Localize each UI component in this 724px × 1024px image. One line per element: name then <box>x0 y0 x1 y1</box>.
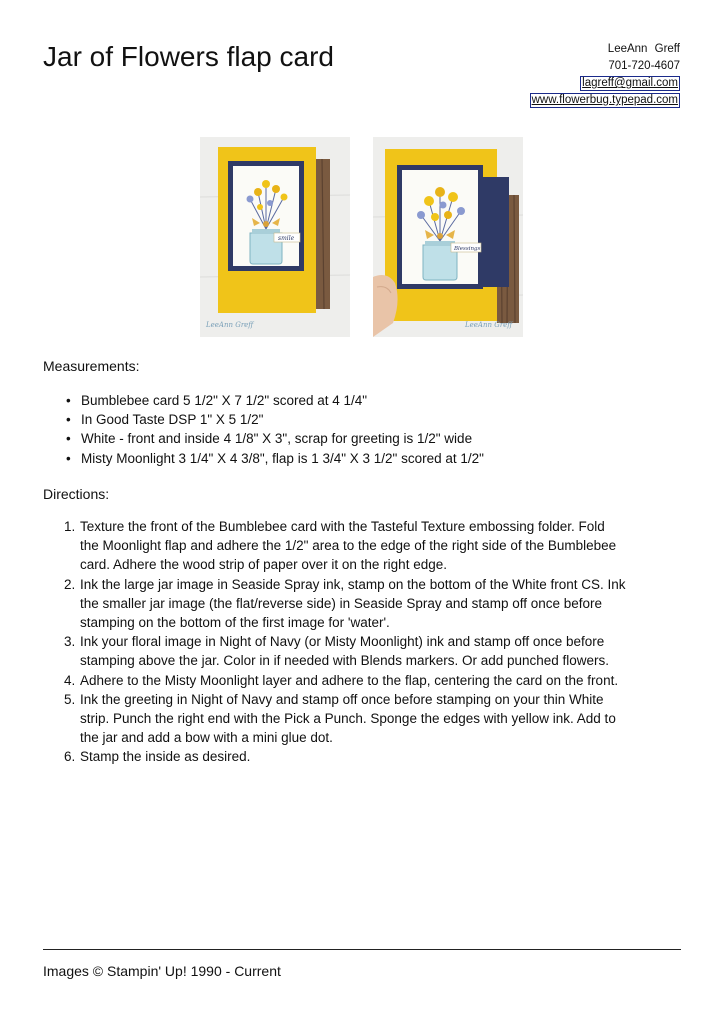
step-line: strip. Punch the right end with the Pick a Punch. Sponge the edges with yellow ink. Add to <box>80 711 616 727</box>
card-photo-left <box>200 137 350 337</box>
left-greeting-text: smile <box>278 235 295 242</box>
author-phone: 701-720-4607 <box>608 60 680 72</box>
list-item <box>64 690 684 748</box>
step-number: 2. <box>64 576 76 592</box>
list-item: • Bumblebee card 5 1/2" X 7 1/2" scored at 4 1/4" <box>66 391 484 410</box>
measurements-heading: Measurements: <box>43 358 140 374</box>
right-greeting-text: Blessings <box>454 246 481 252</box>
step-number: 6. <box>64 749 76 765</box>
list-item: • Misty Moonlight 3 1/4" X 4 3/8", flap is 1 3/4" X 3 1/2" scored at 1/2" <box>66 449 484 468</box>
right-watermark: LeeAnn Greff <box>465 321 513 329</box>
list-item <box>64 575 684 633</box>
email-link[interactable]: lagreff@gmail.com <box>582 77 678 89</box>
step-line: Texture the front of the Bumblebee card with the Tasteful Texture embossing folder. Fold <box>80 519 605 534</box>
step-line: Adhere to the Misty Moonlight layer and adhere to the flap, centering the card on the front. <box>80 672 619 688</box>
card-photo-right <box>373 137 523 337</box>
left-watermark: LeeAnn Greff <box>206 321 254 329</box>
directions-list <box>64 517 684 767</box>
step-line: stamping on the bottom of the first image for 'water'. <box>80 615 390 631</box>
footer-rule <box>43 949 681 950</box>
list-item <box>64 517 684 575</box>
step-line: Ink the greeting in Night of Navy and stamp off once before stamping on your thin White <box>80 691 604 707</box>
step-number: 5. <box>64 691 76 707</box>
list-item <box>64 671 684 690</box>
step-line: Stamp the inside as desired. <box>80 749 251 765</box>
step-line: the Moonlight flap and adhere the 1/2" area to the edge of the right side of the Bumblebee <box>80 538 617 554</box>
step-line: the jar and add a bow with a mini glue dot. <box>80 730 333 746</box>
list-item: • In Good Taste DSP 1" X 5 1/2" <box>66 410 484 429</box>
website-link[interactable]: www.flowerbug.typepad.com <box>531 94 678 106</box>
contact-block <box>530 41 680 109</box>
step-line: card. Adhere the wood strip of paper over it on the right edge. <box>80 557 447 573</box>
step-number: 4. <box>64 672 76 688</box>
list-item <box>64 632 684 670</box>
step-number: 1. <box>64 519 76 534</box>
list-item: • White - front and inside 4 1/8" X 3", scrap for greeting is 1/2" wide <box>66 429 484 448</box>
step-line: the smaller jar image (the flat/reverse side) in Seaside Spray and stamp off once before <box>80 595 603 611</box>
step-line: Ink your floral image in Night of Navy (or Misty Moonlight) ink and stamp off once before <box>80 634 605 650</box>
list-item <box>64 747 684 766</box>
step-line: stamping above the jar. Color in if needed with Blends markers. Or add punched flowers. <box>80 653 610 669</box>
measurements-list <box>66 391 484 468</box>
author-name: LeeAnn Greff <box>607 43 680 55</box>
footer-copyright: Images © Stampin' Up! 1990 - Current <box>43 963 281 979</box>
step-line: Ink the large jar image in Seaside Spray ink, stamp on the bottom of the White front CS. Ink <box>80 576 626 592</box>
directions-heading: Directions: <box>43 486 110 502</box>
step-number: 3. <box>64 634 76 650</box>
page-title: Jar of Flowers flap card <box>43 41 334 72</box>
